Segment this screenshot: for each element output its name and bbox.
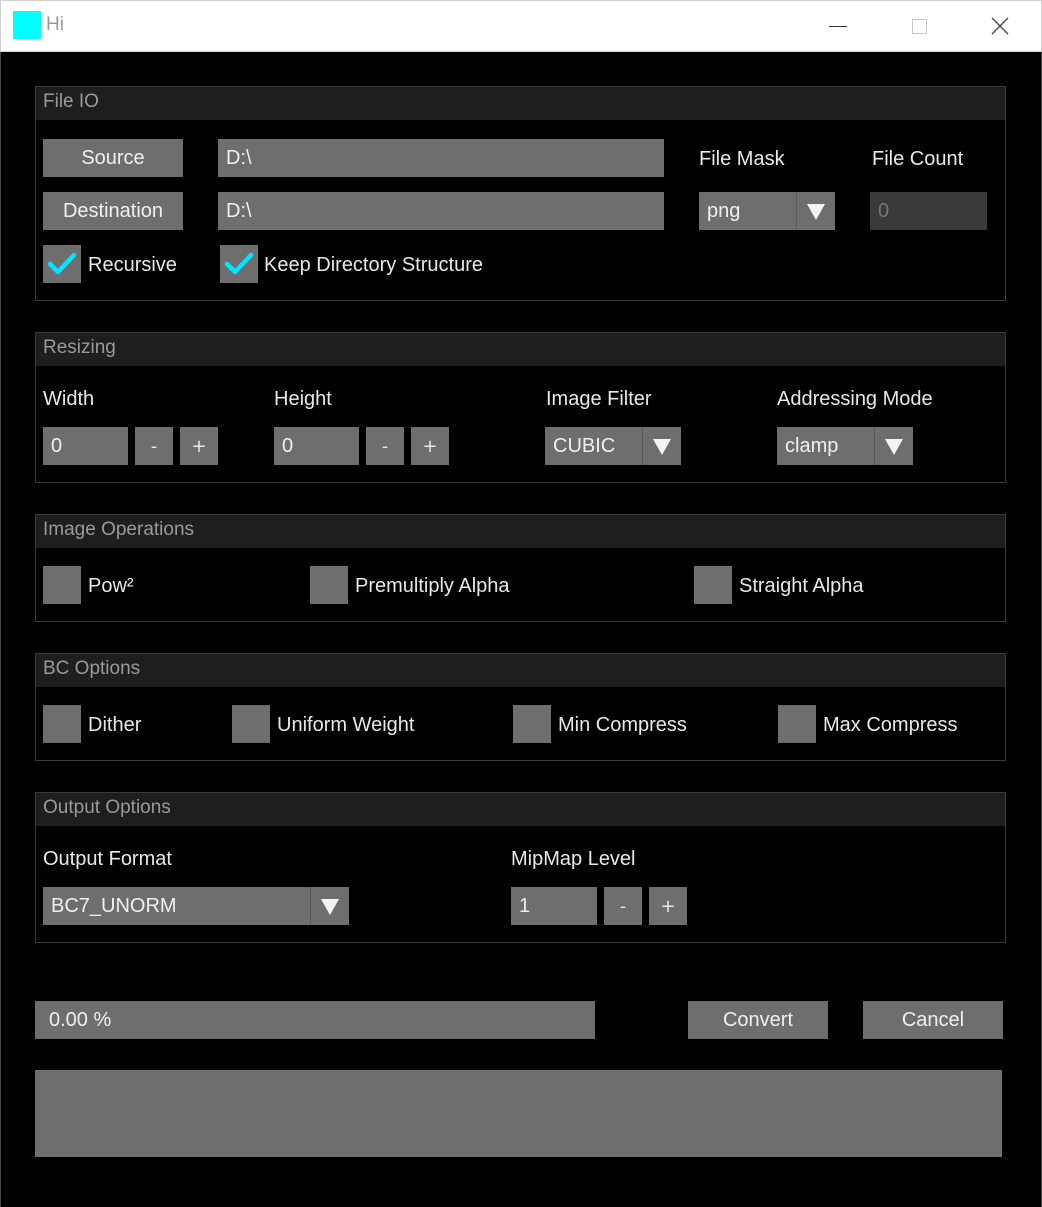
window-frame-left xyxy=(0,52,1,1207)
pow2-label: Pow² xyxy=(88,575,134,597)
file-mask-label: File Mask xyxy=(699,148,785,170)
straight-alpha-checkbox[interactable] xyxy=(694,566,732,604)
destination-path-input[interactable]: D:\ xyxy=(218,192,664,230)
maximize-icon xyxy=(912,19,927,34)
width-input[interactable]: 0 xyxy=(43,427,128,465)
height-decrement-button[interactable]: - xyxy=(366,427,404,465)
chevron-down-icon xyxy=(653,439,671,455)
section-title: BC Options xyxy=(43,658,141,679)
close-icon xyxy=(991,17,1009,35)
max-compress-checkbox[interactable] xyxy=(778,705,816,743)
output-format-value: BC7_UNORM xyxy=(51,894,177,917)
title-bar xyxy=(0,0,1042,52)
maximize-button[interactable] xyxy=(896,10,942,42)
dither-checkbox[interactable] xyxy=(43,705,81,743)
file-count-label: File Count xyxy=(872,148,964,170)
output-format-label: Output Format xyxy=(43,848,172,870)
convert-button[interactable]: Convert xyxy=(688,1001,828,1039)
image-operations-section xyxy=(35,514,1006,622)
addressing-mode-value: clamp xyxy=(785,434,839,457)
section-title: File IO xyxy=(43,91,99,112)
section-header xyxy=(36,793,1005,826)
checkmark-icon xyxy=(47,251,77,277)
minimize-button[interactable] xyxy=(815,10,861,42)
progress-text: 0.00 % xyxy=(49,1008,112,1031)
window-title: Hi xyxy=(46,14,64,35)
section-header xyxy=(36,654,1005,687)
premultiply-alpha-label: Premultiply Alpha xyxy=(355,575,510,597)
mipmap-increment-button[interactable]: + xyxy=(649,887,687,925)
width-label: Width xyxy=(43,388,95,410)
chevron-down-icon xyxy=(885,439,903,455)
keep-directory-checkbox[interactable] xyxy=(220,245,258,283)
mipmap-level-input[interactable]: 1 xyxy=(511,887,597,925)
straight-alpha-label: Straight Alpha xyxy=(739,575,864,597)
section-title: Image Operations xyxy=(43,519,195,540)
addressing-mode-label: Addressing Mode xyxy=(777,388,933,410)
mipmap-decrement-button[interactable]: - xyxy=(604,887,642,925)
chevron-down-icon xyxy=(807,204,825,220)
min-compress-checkbox[interactable] xyxy=(513,705,551,743)
output-format-select[interactable] xyxy=(43,887,349,925)
max-compress-label: Max Compress xyxy=(823,714,958,736)
dither-label: Dither xyxy=(88,714,142,736)
select-divider xyxy=(642,427,643,465)
uniform-weight-label: Uniform Weight xyxy=(277,714,415,736)
file-mask-value: png xyxy=(707,199,741,222)
section-title: Resizing xyxy=(43,337,116,358)
chevron-down-icon xyxy=(321,899,339,915)
file-mask-select[interactable] xyxy=(699,192,835,230)
checkmark-icon xyxy=(224,251,254,277)
recursive-checkbox[interactable] xyxy=(43,245,81,283)
select-divider xyxy=(796,192,797,230)
source-button[interactable]: Source xyxy=(43,139,183,177)
file-count-field: 0 xyxy=(870,192,987,230)
addressing-mode-select[interactable] xyxy=(777,427,913,465)
app-icon xyxy=(13,11,41,39)
image-filter-select[interactable] xyxy=(545,427,681,465)
destination-button[interactable]: Destination xyxy=(43,192,183,230)
height-input[interactable]: 0 xyxy=(274,427,359,465)
mipmap-level-label: MipMap Level xyxy=(511,848,636,870)
close-button[interactable] xyxy=(977,10,1023,42)
section-header xyxy=(36,87,1005,120)
recursive-label: Recursive xyxy=(88,254,177,276)
width-increment-button[interactable]: + xyxy=(180,427,218,465)
image-filter-label: Image Filter xyxy=(546,388,652,410)
select-divider xyxy=(874,427,875,465)
minimize-icon xyxy=(829,26,847,27)
min-compress-label: Min Compress xyxy=(558,714,687,736)
image-filter-value: CUBIC xyxy=(553,434,616,457)
source-path-input[interactable]: D:\ xyxy=(218,139,664,177)
uniform-weight-checkbox[interactable] xyxy=(232,705,270,743)
select-divider xyxy=(310,887,311,925)
premultiply-alpha-checkbox[interactable] xyxy=(310,566,348,604)
section-header xyxy=(36,515,1005,548)
cancel-button[interactable]: Cancel xyxy=(863,1001,1003,1039)
log-output-area[interactable] xyxy=(35,1070,1002,1157)
section-header xyxy=(36,333,1005,366)
width-decrement-button[interactable]: - xyxy=(135,427,173,465)
height-label: Height xyxy=(274,388,332,410)
progress-bar xyxy=(35,1001,595,1039)
pow2-checkbox[interactable] xyxy=(43,566,81,604)
section-title: Output Options xyxy=(43,797,171,818)
keep-directory-label: Keep Directory Structure xyxy=(264,254,483,276)
height-increment-button[interactable]: + xyxy=(411,427,449,465)
